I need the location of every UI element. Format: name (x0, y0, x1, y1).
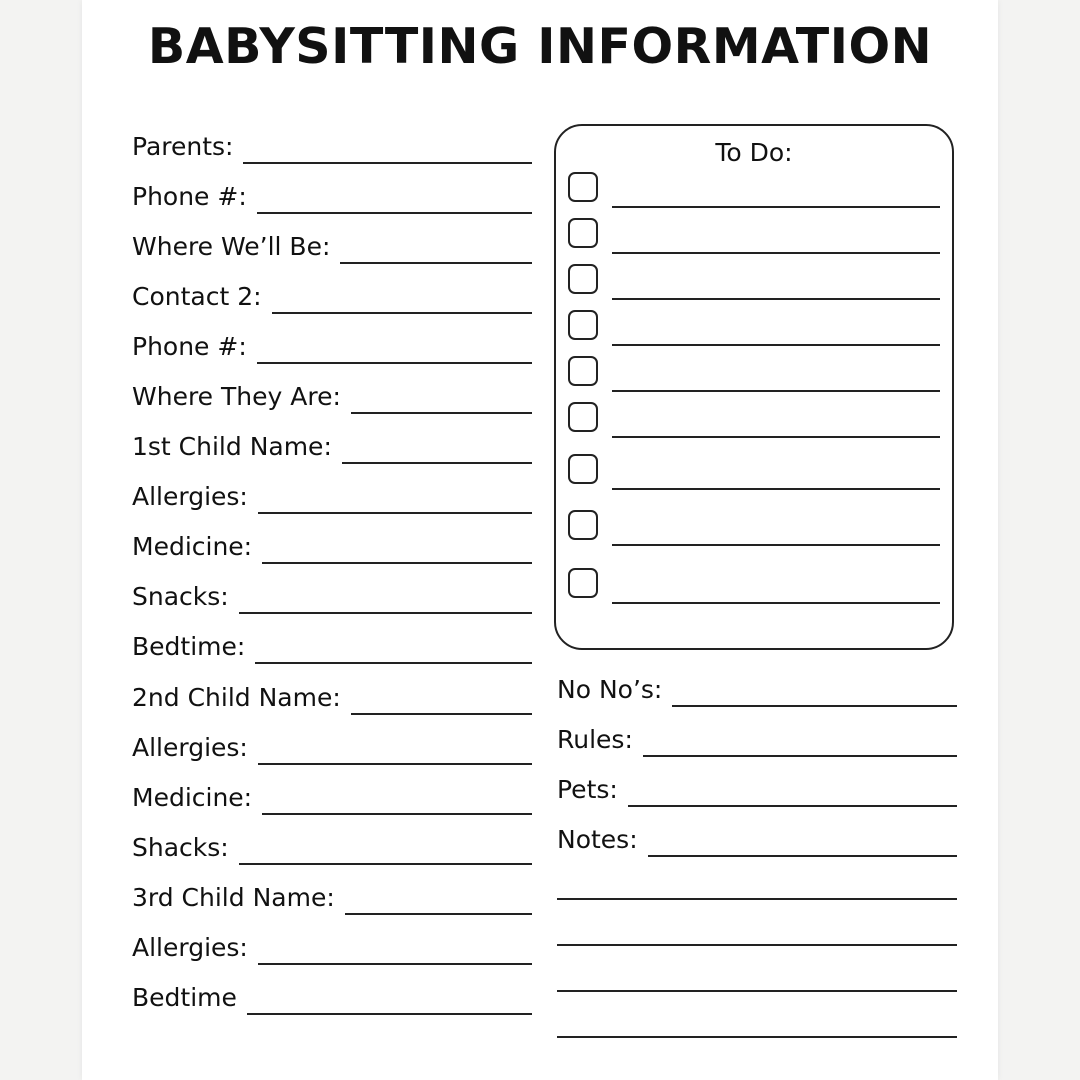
todo-title: To Do: (715, 138, 793, 167)
checkbox[interactable] (568, 310, 598, 340)
field-where-well-be (132, 225, 532, 265)
notes-line[interactable] (557, 990, 957, 992)
checkbox[interactable] (568, 218, 598, 248)
field-medicine-1 (132, 525, 532, 565)
page-title: BABYSITTING INFORMATION (147, 18, 933, 75)
write-line[interactable] (239, 612, 532, 614)
write-line[interactable] (648, 855, 957, 857)
field-allergies-1 (132, 475, 532, 515)
todo-item (568, 218, 940, 254)
field-rules (557, 718, 957, 758)
todo-write-line[interactable] (612, 488, 940, 490)
write-line[interactable] (257, 212, 532, 214)
write-line[interactable] (258, 512, 532, 514)
todo-item (568, 310, 940, 346)
write-line[interactable] (255, 662, 532, 664)
field-contact-2 (132, 275, 532, 315)
field-label: Bedtime: (132, 632, 246, 661)
write-line[interactable] (239, 863, 532, 865)
field-no-nos (557, 668, 957, 708)
todo-item (568, 356, 940, 392)
todo-write-line[interactable] (612, 298, 940, 300)
field-pets (557, 768, 957, 808)
field-3rd-child-name (132, 876, 532, 916)
todo-write-line[interactable] (612, 436, 940, 438)
todo-item (568, 264, 940, 300)
checkbox[interactable] (568, 454, 598, 484)
checkbox[interactable] (568, 264, 598, 294)
write-line[interactable] (262, 813, 532, 815)
todo-item (568, 172, 940, 208)
field-allergies-2 (132, 726, 532, 766)
write-line[interactable] (342, 462, 532, 464)
field-label: Medicine: (132, 532, 253, 561)
write-line[interactable] (258, 963, 532, 965)
write-line[interactable] (272, 312, 532, 314)
field-label: Bedtime (132, 983, 237, 1012)
field-label: Medicine: (132, 783, 253, 812)
todo-item (568, 510, 940, 546)
write-line[interactable] (257, 362, 532, 364)
field-1st-child-name (132, 425, 532, 465)
field-2nd-child-name (132, 676, 532, 716)
field-snacks-2 (132, 826, 532, 866)
todo-write-line[interactable] (612, 390, 940, 392)
write-line[interactable] (351, 713, 532, 715)
checkbox[interactable] (568, 172, 598, 202)
field-medicine-2 (132, 776, 532, 816)
field-parents (132, 125, 532, 165)
checkbox[interactable] (568, 510, 598, 540)
field-bedtime-1 (132, 625, 532, 665)
field-phone-2 (132, 325, 532, 365)
write-line[interactable] (351, 412, 532, 414)
field-label: 3rd Child Name: (132, 883, 335, 912)
todo-write-line[interactable] (612, 544, 940, 546)
field-notes (557, 818, 957, 858)
todo-write-line[interactable] (612, 252, 940, 254)
field-allergies-3 (132, 926, 532, 966)
field-label: Snacks: (132, 582, 229, 611)
field-where-they-are (132, 375, 532, 415)
field-label: No No’s: (557, 675, 663, 704)
notes-line[interactable] (557, 898, 957, 900)
field-bedtime-3 (132, 976, 532, 1016)
field-label: Phone #: (132, 332, 247, 361)
checkbox[interactable] (568, 356, 598, 386)
checkbox[interactable] (568, 402, 598, 432)
write-line[interactable] (628, 805, 957, 807)
field-snacks-1 (132, 575, 532, 615)
todo-write-line[interactable] (612, 344, 940, 346)
field-label: Allergies: (132, 733, 248, 762)
field-label: Contact 2: (132, 282, 262, 311)
field-label: Notes: (557, 825, 638, 854)
write-line[interactable] (262, 562, 532, 564)
write-line[interactable] (243, 162, 532, 164)
notes-line[interactable] (557, 944, 957, 946)
field-label: Pets: (557, 775, 618, 804)
field-label: Phone #: (132, 182, 247, 211)
field-label: Where We’ll Be: (132, 232, 331, 261)
todo-item (568, 402, 940, 438)
todo-item (568, 568, 940, 604)
write-line[interactable] (247, 1013, 532, 1015)
todo-write-line[interactable] (612, 206, 940, 208)
field-label: Where They Are: (132, 382, 341, 411)
write-line[interactable] (643, 755, 957, 757)
worksheet-page (82, 0, 998, 1080)
todo-write-line[interactable] (612, 602, 940, 604)
field-label: Allergies: (132, 482, 248, 511)
field-label: 1st Child Name: (132, 432, 332, 461)
write-line[interactable] (672, 705, 957, 707)
checkbox[interactable] (568, 568, 598, 598)
todo-item (568, 454, 940, 490)
field-label: 2nd Child Name: (132, 683, 341, 712)
field-label: Allergies: (132, 933, 248, 962)
write-line[interactable] (340, 262, 532, 264)
field-label: Parents: (132, 132, 234, 161)
notes-line[interactable] (557, 1036, 957, 1038)
field-label: Shacks: (132, 833, 229, 862)
field-phone (132, 175, 532, 215)
write-line[interactable] (345, 913, 532, 915)
todo-box (554, 124, 954, 650)
write-line[interactable] (258, 763, 532, 765)
field-label: Rules: (557, 725, 633, 754)
